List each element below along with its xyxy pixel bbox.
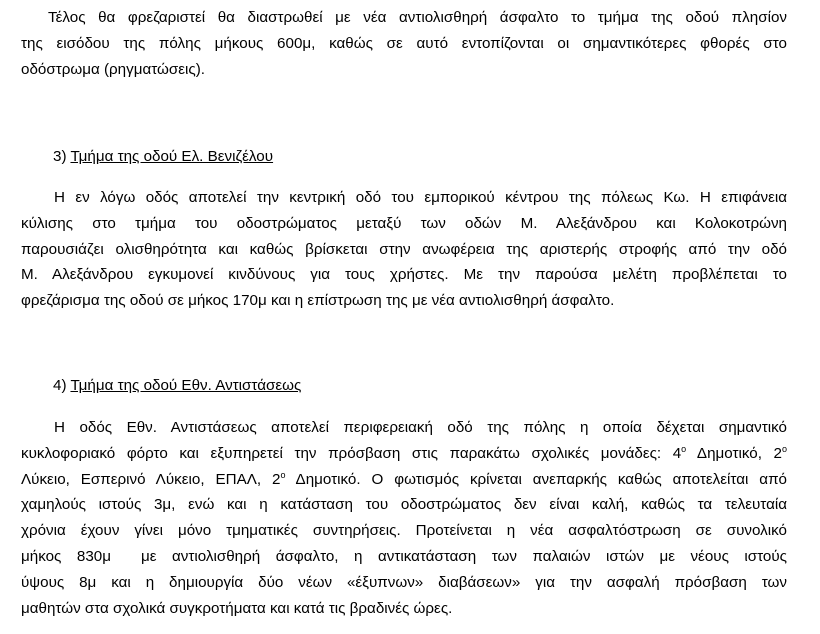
section-4-line: μαθητών στα σχολικά συγκροτήματα και κατά τις βραδινές ώρες. [21,599,453,617]
section-3-title: Τμήμα της οδού Ελ. Βενιζέλου [70,148,274,165]
section-4-number: 4) [53,377,67,394]
section-3-line: φρεζάρισμα της οδού σε μήκος 170μ και η επίστρωση της με νέα αντιολισθηρή άσφαλτο. [21,292,615,310]
section-4-line: ύψους 8μ και η δημιουργία δύο νέων «έξυπνων» διαβάσεων» για την ασφαλή πρόσβαση των [21,573,787,591]
section-3-line: παρουσιάζει ολισθηρότητα και καθώς βρίσκεται στην ανωφέρεια της αριστερής στροφής από την οδό [21,240,787,258]
paragraph-1-line: οδόστρωμα (ρηγματώσεις). [21,60,205,78]
section-4-line: χαμηλούς ιστούς 3μ, ενώ και η κατάσταση του οδοστρώματος δεν είναι καλή, καθώς τα τελευταία [21,496,787,514]
section-3-line: Μ. Αλεξάνδρου εγκυμονεί κινδύνους για τους χρήστες. Με την παρούσα μελέτη προβλέπεται το [21,266,787,284]
section-3-line: κύλισης στο τμήμα του οδοστρώματος μεταξύ των οδών Μ. Αλεξάνδρου και Κολοκοτρώνη [21,214,787,232]
section-4-line: μήκος 830μ με αντιολισθηρή άσφαλτο, η αντικατάσταση των παλαιών ιστών με νέους ιστούς [21,547,787,565]
section-4-line: κυκλοφοριακό φόρτο και εξυπηρετεί την πρόσβαση στις παρακάτω σχολικές μονάδες: $4^o$ Δημοτικό, $2^o$ [21,443,788,462]
section-4-line: Η οδός Εθν. Αντιστάσεως αποτελεί περιφερειακή οδό της πόλης η οποία δέχεται σημαντικό [54,419,787,436]
section-3-line: Η εν λόγω οδός αποτελεί την κεντρική οδό του εμπορικού κέντρου της πόλεως Κω. Η επιφάνεια [54,189,787,206]
paragraph-1-line: της εισόδου της πόλης μήκους 600μ, καθώς σε αυτό εντοπίζονται οι σημαντικότερες φθορές στο [21,34,787,52]
section-4-paragraph [21,415,787,621]
paragraph-1 [21,5,787,82]
section-4-title: Τμήμα της οδού Εθν. Αντιστάσεως [70,377,302,394]
section-3-paragraph [21,185,787,314]
section-4-line: χρόνια έχουν γίνει μόνο τμηματικές συντηρήσεις. Προτείνεται η νέα ασφαλτόστρωση σε συνολικό [21,522,787,540]
section-3-heading [53,146,273,168]
section-4-line: Λύκειο, Εσπερινό Λύκειο, ΕΠΑΛ, $2^o$ Δημοτικό. Ο φωτισμός κρίνεται ανεπαρκής καθώς αποτελείται από [21,469,787,488]
paragraph-1-line: Τέλος θα φρεζαριστεί θα διαστρωθεί με νέα αντιολισθηρή άσφαλτο το τμήμα της οδού πλησίον [48,9,787,26]
section-3-number: 3) [53,148,67,165]
section-4-heading [53,375,301,397]
